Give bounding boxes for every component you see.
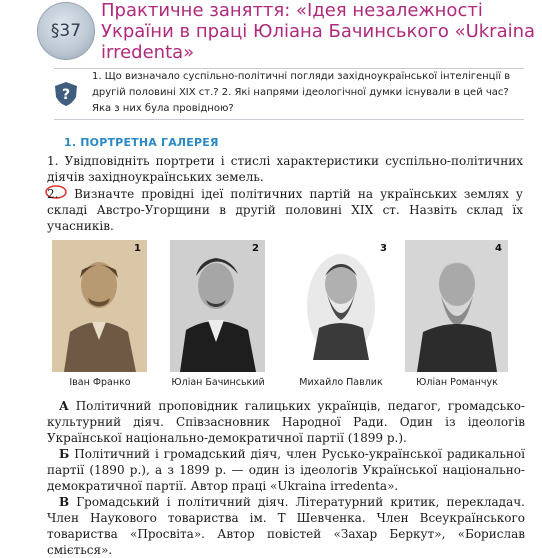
portrait-3-number: 3 (380, 243, 387, 254)
lesson-title: Практичне заняття: «Ідея незалежності України в праці Юліана Бачинського «Ukraina irredenta» (101, 0, 536, 63)
task-2 (47, 186, 523, 234)
description-b-text: Політичний і громадський діяч, член Русько-української радикальної партії (1890 р.), а з 1899 р. — один із ідеологів Української національно-демократичної партії. Автор праці «Ukraina irredenta». (47, 447, 525, 493)
task-2-text: Визначте провідні ідеї політичних партій на українських землях у складі Австро-Угорщини в другій половині XIX ст. Назвіть склад їх учасників. (47, 187, 523, 233)
paragraph-badge (37, 2, 95, 60)
portrait-1-photo (52, 240, 147, 372)
task-2-number: 2. (47, 187, 59, 201)
portrait-1-number: 1 (134, 243, 141, 254)
portrait-4-number: 4 (495, 243, 502, 254)
portrait-3-photo (291, 240, 391, 372)
portrait-4-photo (405, 240, 508, 372)
description-b (47, 446, 525, 494)
portrait-gallery (0, 240, 542, 400)
handwritten-circle-mark (47, 186, 67, 200)
description-a-text: Політичний проповідник галицьких українців, педагог, громадсько-культурний діяч. Співзасновник Народної Ради. Один із ідеологів Української національно-демократичної партії (1899 р.). (47, 399, 525, 445)
description-b-letter: Б (59, 447, 70, 461)
section-heading: 1. ПОРТРЕТНА ГАЛЕРЕЯ (64, 136, 219, 149)
description-v-text: Громадський і політичний діяч. Літературний критик, перекладач. Член Наукового товариства ім. Т Шевченка. Член Всеукраїнського товариства «Просвіта». Автор повістей «Захар Беркут», «Борислав сміється». (47, 495, 525, 557)
svg-text:?: ? (61, 87, 71, 103)
portrait-2-number: 2 (252, 243, 259, 254)
portrait-3-caption: Михайло Павлик (299, 377, 383, 388)
review-questions-box (54, 68, 524, 120)
review-questions-text: 1. Що визначало суспільно-політичні погляди західноукраїнської інтелігенції в другій половині XIX ст.? 2. Які напрями ідеологічної думки існували в цей час? Яка з них була провідною? (92, 71, 511, 114)
descriptions (47, 398, 525, 558)
description-a (47, 398, 525, 446)
question-shield-icon (54, 81, 78, 107)
paragraph-number: §37 (50, 21, 82, 41)
portrait-2-caption: Юліан Бачинський (171, 377, 265, 388)
description-v (47, 494, 525, 558)
description-a-letter: А (59, 399, 69, 413)
portrait-1-caption: Іван Франко (69, 377, 131, 388)
description-v-letter: В (59, 495, 70, 509)
portrait-4-caption: Юліан Романчук (416, 377, 498, 388)
task-1: 1. Увідповідніть портрети і стислі характеристики суспільно-політичних діячів західноукраїнських земель. (47, 154, 523, 184)
portrait-2-photo (170, 240, 265, 372)
